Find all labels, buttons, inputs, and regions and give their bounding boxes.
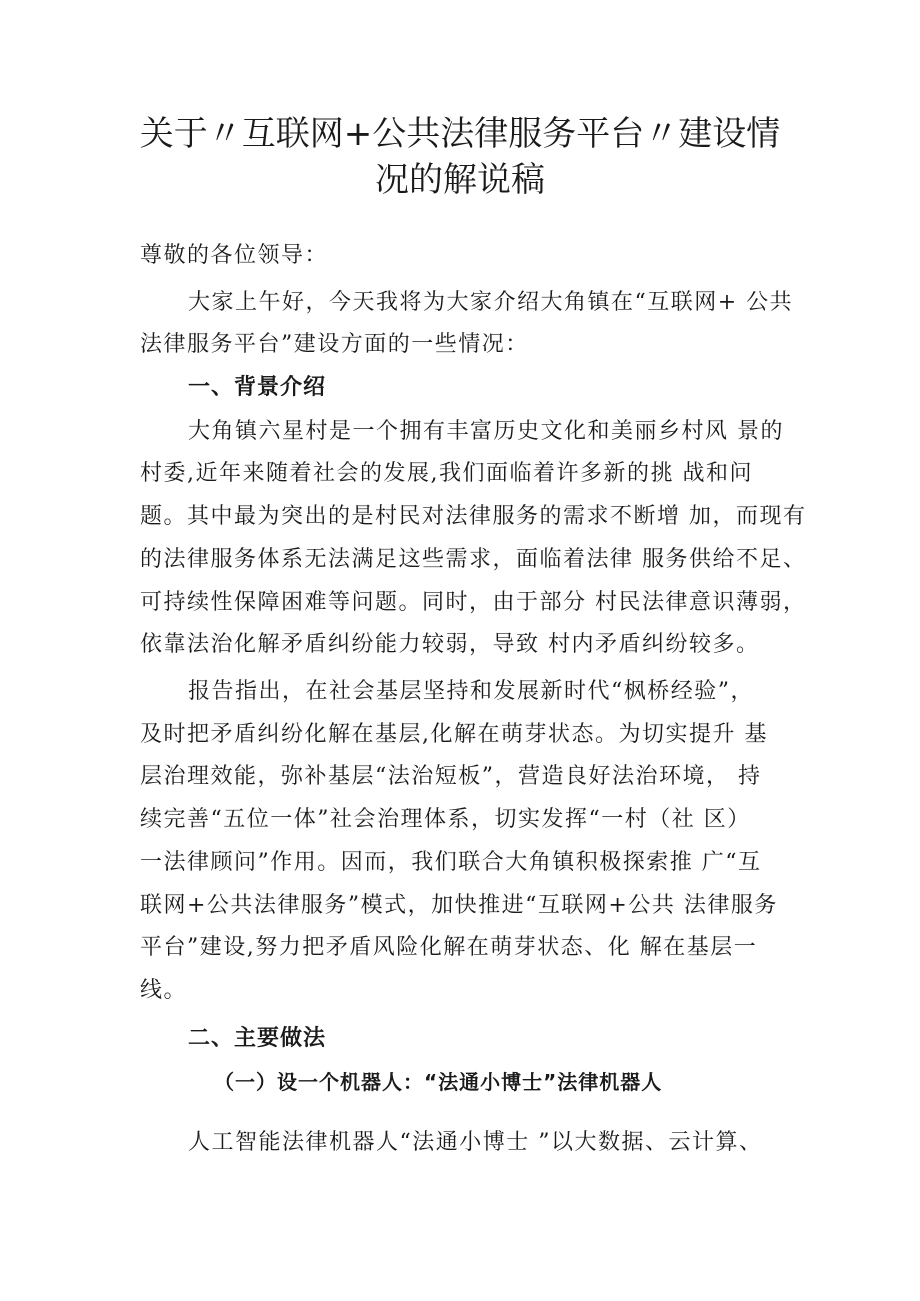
background-para2-line-3: 层治理效能，弥补基层“法治短板”，营造良好法治环境， 持: [140, 764, 762, 789]
background-para2-line-4: 续完善“五位一体”社会治理体系，切实发挥“一村（社 区）: [140, 807, 751, 832]
salutation: 尊敬的各位领导：: [140, 243, 329, 268]
background-para2-line-6: 联网+公共法律服务”模式，加快推进“互联网+公共 法律服务: [140, 893, 778, 918]
background-para1-line-6: 依靠法治化解矛盾纠纷能力较弱，导致 村内矛盾纠纷较多。: [140, 632, 760, 657]
document-title-line-2: 况的解说稿: [375, 160, 545, 200]
subsection-heading-robot: （一）设一个机器人：“法通小博士”法律机器人: [214, 1070, 663, 1094]
background-para2-line-2: 及时把矛盾纠纷化解在基层,化解在萌芽状态。为切实提升 基: [140, 722, 768, 747]
background-para1-line-2: 村委,近年来随着社会的发展,我们面临着许多新的挑 战和问: [140, 461, 753, 486]
intro-line-1: 大家上午好，今天我将为大家介绍大角镇在“互联网+ 公共: [188, 290, 794, 315]
background-para1-line-4: 的法律服务体系无法满足这些需求，面临着法律 服务供给不足、: [140, 547, 807, 572]
background-para2-line-7: 平台”建设,努力把矛盾风险化解在萌芽状态、化 解在基层一: [140, 935, 758, 960]
section-heading-background: 一、背景介绍: [188, 375, 327, 400]
section-heading-main-practices: 二、主要做法: [188, 1026, 327, 1051]
background-para1-line-5: 可持续性保障困难等问题。同时，由于部分 村民法律意识薄弱，: [140, 590, 807, 615]
intro-line-2: 法律服务平台”建设方面的一些情况：: [140, 332, 529, 357]
background-para1-line-3: 题。其中最为突出的是村民对法律服务的需求不断增 加，而现有: [140, 504, 807, 529]
background-para1-line-1: 大角镇六星村是一个拥有丰富历史文化和美丽乡村风 景的: [188, 419, 784, 444]
background-para2-line-5: 一法律顾问”作用。因而，我们联合大角镇积极探索推 广“互: [140, 850, 762, 875]
robot-para-line-1: 人工智能法律机器人“法通小博士 ”以大数据、云计算、: [188, 1130, 763, 1155]
background-para2-line-8: 线。: [140, 978, 188, 1003]
background-para2-line-1: 报告指出，在社会基层坚持和发展新时代“枫桥经验”，: [188, 679, 754, 704]
document-title-line-1: 关于〃互联网+公共法律服务平台〃建设情: [139, 114, 781, 154]
